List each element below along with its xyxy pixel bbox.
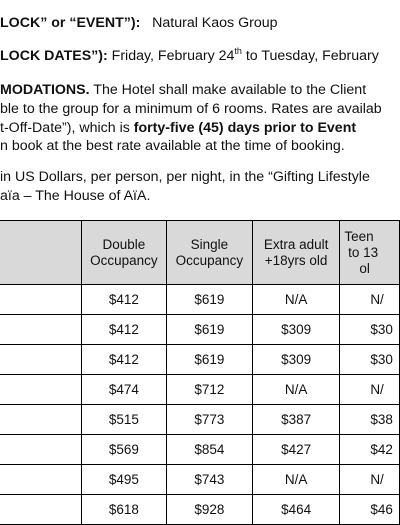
row-label-cell	[0, 345, 81, 375]
event-value: Natural Kaos Group	[152, 15, 278, 31]
table-row	[0, 495, 400, 525]
extra-adult-cell: N/A	[252, 285, 339, 315]
rates-intro-text-1: in US Dollars, per person, per night, in the “Gifting Lifestyle	[0, 169, 370, 185]
teen-cell: $30	[340, 345, 400, 375]
teen-cell: $30	[340, 315, 400, 345]
single-cell: $773	[166, 405, 252, 435]
header-single: Single Occupancy	[166, 221, 252, 285]
teen-cell: N/	[340, 465, 400, 495]
block-dates-value-end: to Tuesday, February	[241, 48, 379, 64]
row-label-cell	[0, 285, 81, 315]
double-cell: $412	[81, 285, 166, 315]
double-cell: $412	[81, 315, 166, 345]
row-label-cell	[0, 465, 81, 495]
header-teen: Teen to 13 ol	[340, 221, 400, 285]
rates-intro-line-2	[0, 187, 150, 205]
rates-intro-text-2: aïa – The House of AïA.	[0, 188, 151, 204]
table-row	[0, 465, 400, 495]
single-cell: $619	[166, 315, 252, 345]
row-label-cell	[0, 405, 81, 435]
table-row	[0, 315, 400, 345]
table-row	[0, 405, 400, 435]
single-cell: $619	[166, 285, 252, 315]
double-cell: $474	[81, 375, 166, 405]
extra-adult-cell: $309	[252, 345, 339, 375]
table-row	[0, 345, 400, 375]
teen-cell: $42	[340, 435, 400, 465]
cutoff-emphasis: forty-five (45) days prior to Event	[133, 120, 357, 136]
double-cell: $495	[81, 465, 166, 495]
accommodations-heading: MODATIONS.	[0, 82, 90, 98]
single-cell: $854	[166, 435, 252, 465]
row-label-cell	[0, 495, 81, 525]
accommodations-line-3	[0, 119, 356, 137]
table-row	[0, 285, 400, 315]
block-dates-value-start: Friday, February 24	[107, 48, 235, 64]
event-line	[0, 14, 278, 32]
header-extra-adult: Extra adult +18yrs old	[252, 221, 339, 285]
table-header-row	[0, 221, 400, 285]
accommodations-line-2	[0, 100, 382, 118]
table-row	[0, 435, 400, 465]
single-cell: $928	[166, 495, 252, 525]
accommodations-line-1	[0, 81, 366, 99]
single-cell: $619	[166, 345, 252, 375]
block-dates-line	[0, 47, 379, 65]
extra-adult-cell: $427	[252, 435, 339, 465]
date-suffix: th	[234, 46, 242, 56]
double-cell: $618	[81, 495, 166, 525]
teen-cell: N/	[340, 375, 400, 405]
header-double: Double Occupancy	[81, 221, 166, 285]
row-label-cell	[0, 435, 81, 465]
single-cell: $743	[166, 465, 252, 495]
teen-cell: $46	[340, 495, 400, 525]
rates-intro-line-1	[0, 168, 370, 186]
header-blank	[0, 221, 81, 285]
extra-adult-cell: $309	[252, 315, 339, 345]
accommodations-text-4: n book at the best rate available at the time of booking.	[0, 138, 345, 154]
block-dates-label: LOCK DATES”):	[0, 48, 108, 64]
row-label-cell	[0, 315, 81, 345]
accommodations-line-4	[0, 137, 345, 155]
extra-adult-cell: N/A	[252, 375, 339, 405]
teen-cell: N/	[340, 285, 400, 315]
accommodations-text-2: ble to the group for a minimum of 6 rooms. Rates are availab	[0, 101, 382, 117]
table-row	[0, 375, 400, 405]
accommodations-text-1: The Hotel shall make available to the Client	[89, 82, 367, 98]
double-cell: $515	[81, 405, 166, 435]
teen-cell: $38	[340, 405, 400, 435]
extra-adult-cell: $464	[252, 495, 339, 525]
accommodations-text-3: t-Off-Date”), which is	[0, 120, 134, 136]
row-label-cell	[0, 375, 81, 405]
double-cell: $412	[81, 345, 166, 375]
double-cell: $569	[81, 435, 166, 465]
single-cell: $712	[166, 375, 252, 405]
extra-adult-cell: $387	[252, 405, 339, 435]
rates-table	[0, 220, 400, 525]
extra-adult-cell: N/A	[252, 465, 339, 495]
event-label: LOCK” or “EVENT”):	[0, 15, 141, 31]
